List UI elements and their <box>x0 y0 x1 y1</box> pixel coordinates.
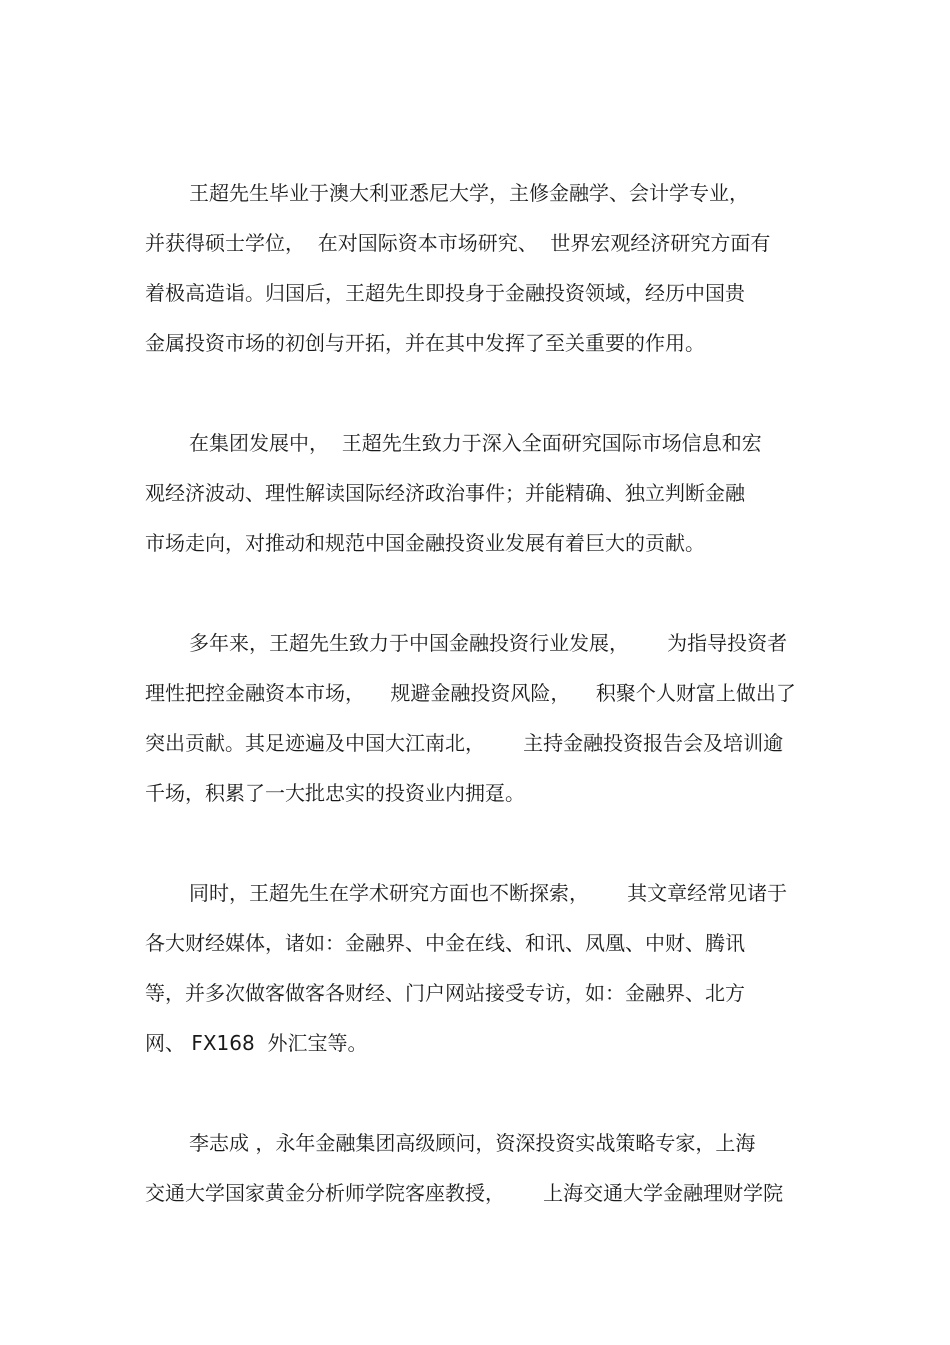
text-line: 交通大学国家黄金分析师学院客座教授， 上海交通大学金融理财学院 <box>145 1181 784 1205</box>
paragraph-wang-chao-research <box>145 418 805 568</box>
text-line: 并获得硕士学位， 在对国际资本市场研究、 世界宏观经济研究方面有 <box>145 231 771 255</box>
paragraph-li-zhi-cheng <box>145 1118 805 1218</box>
paragraph-wang-chao-education <box>145 168 805 368</box>
text-line: 理性把控金融资本市场， 规避金融投资风险， 积聚个人财富上做出了 <box>145 681 796 705</box>
text-line: 在集团发展中， 王超先生致力于深入全面研究国际市场信息和宏 <box>189 431 762 455</box>
text-line: 各大财经媒体，诸如：金融界、中金在线、和讯、凤凰、中财、腾讯 <box>145 931 745 955</box>
paragraph-gap <box>145 818 805 868</box>
text-line: 同时，王超先生在学术研究方面也不断探索， 其文章经常见诸于 <box>189 881 788 905</box>
paragraph-gap <box>145 568 805 618</box>
text-line: 多年来，王超先生致力于中国金融投资行业发展， 为指导投资者 <box>189 631 788 655</box>
text-line: 着极高造诣。归国后，王超先生即投身于金融投资领域，经历中国贵 <box>145 281 745 305</box>
text-line: 等，并多次做客做客各财经、门户网站接受专访，如：金融界、北方 <box>145 981 745 1005</box>
paragraph-gap <box>145 1068 805 1118</box>
paragraph-gap <box>145 368 805 418</box>
document-body <box>145 168 805 1218</box>
text-line: 王超先生毕业于澳大利亚悉尼大学，主修金融学、会计学专业， <box>189 181 749 205</box>
paragraph-wang-chao-media <box>145 868 805 1068</box>
text-line: 千场，积累了一大批忠实的投资业内拥趸。 <box>145 781 525 805</box>
text-line: 李志成 ，永年金融集团高级顾问，资深投资实战策略专家，上海 <box>189 1131 756 1155</box>
text-line: 突出贡献。其足迹遍及中国大江南北， 主持金融投资报告会及培训逾 <box>145 731 784 755</box>
paragraph-wang-chao-contribution <box>145 618 805 818</box>
text-line: 网、 FX168 外汇宝等。 <box>145 1031 368 1055</box>
text-line: 市场走向，对推动和规范中国金融投资业发展有着巨大的贡献。 <box>145 531 705 555</box>
text-line: 金属投资市场的初创与开拓，并在其中发挥了至关重要的作用。 <box>145 331 705 355</box>
text-line: 观经济波动、理性解读国际经济政治事件；并能精确、独立判断金融 <box>145 481 745 505</box>
